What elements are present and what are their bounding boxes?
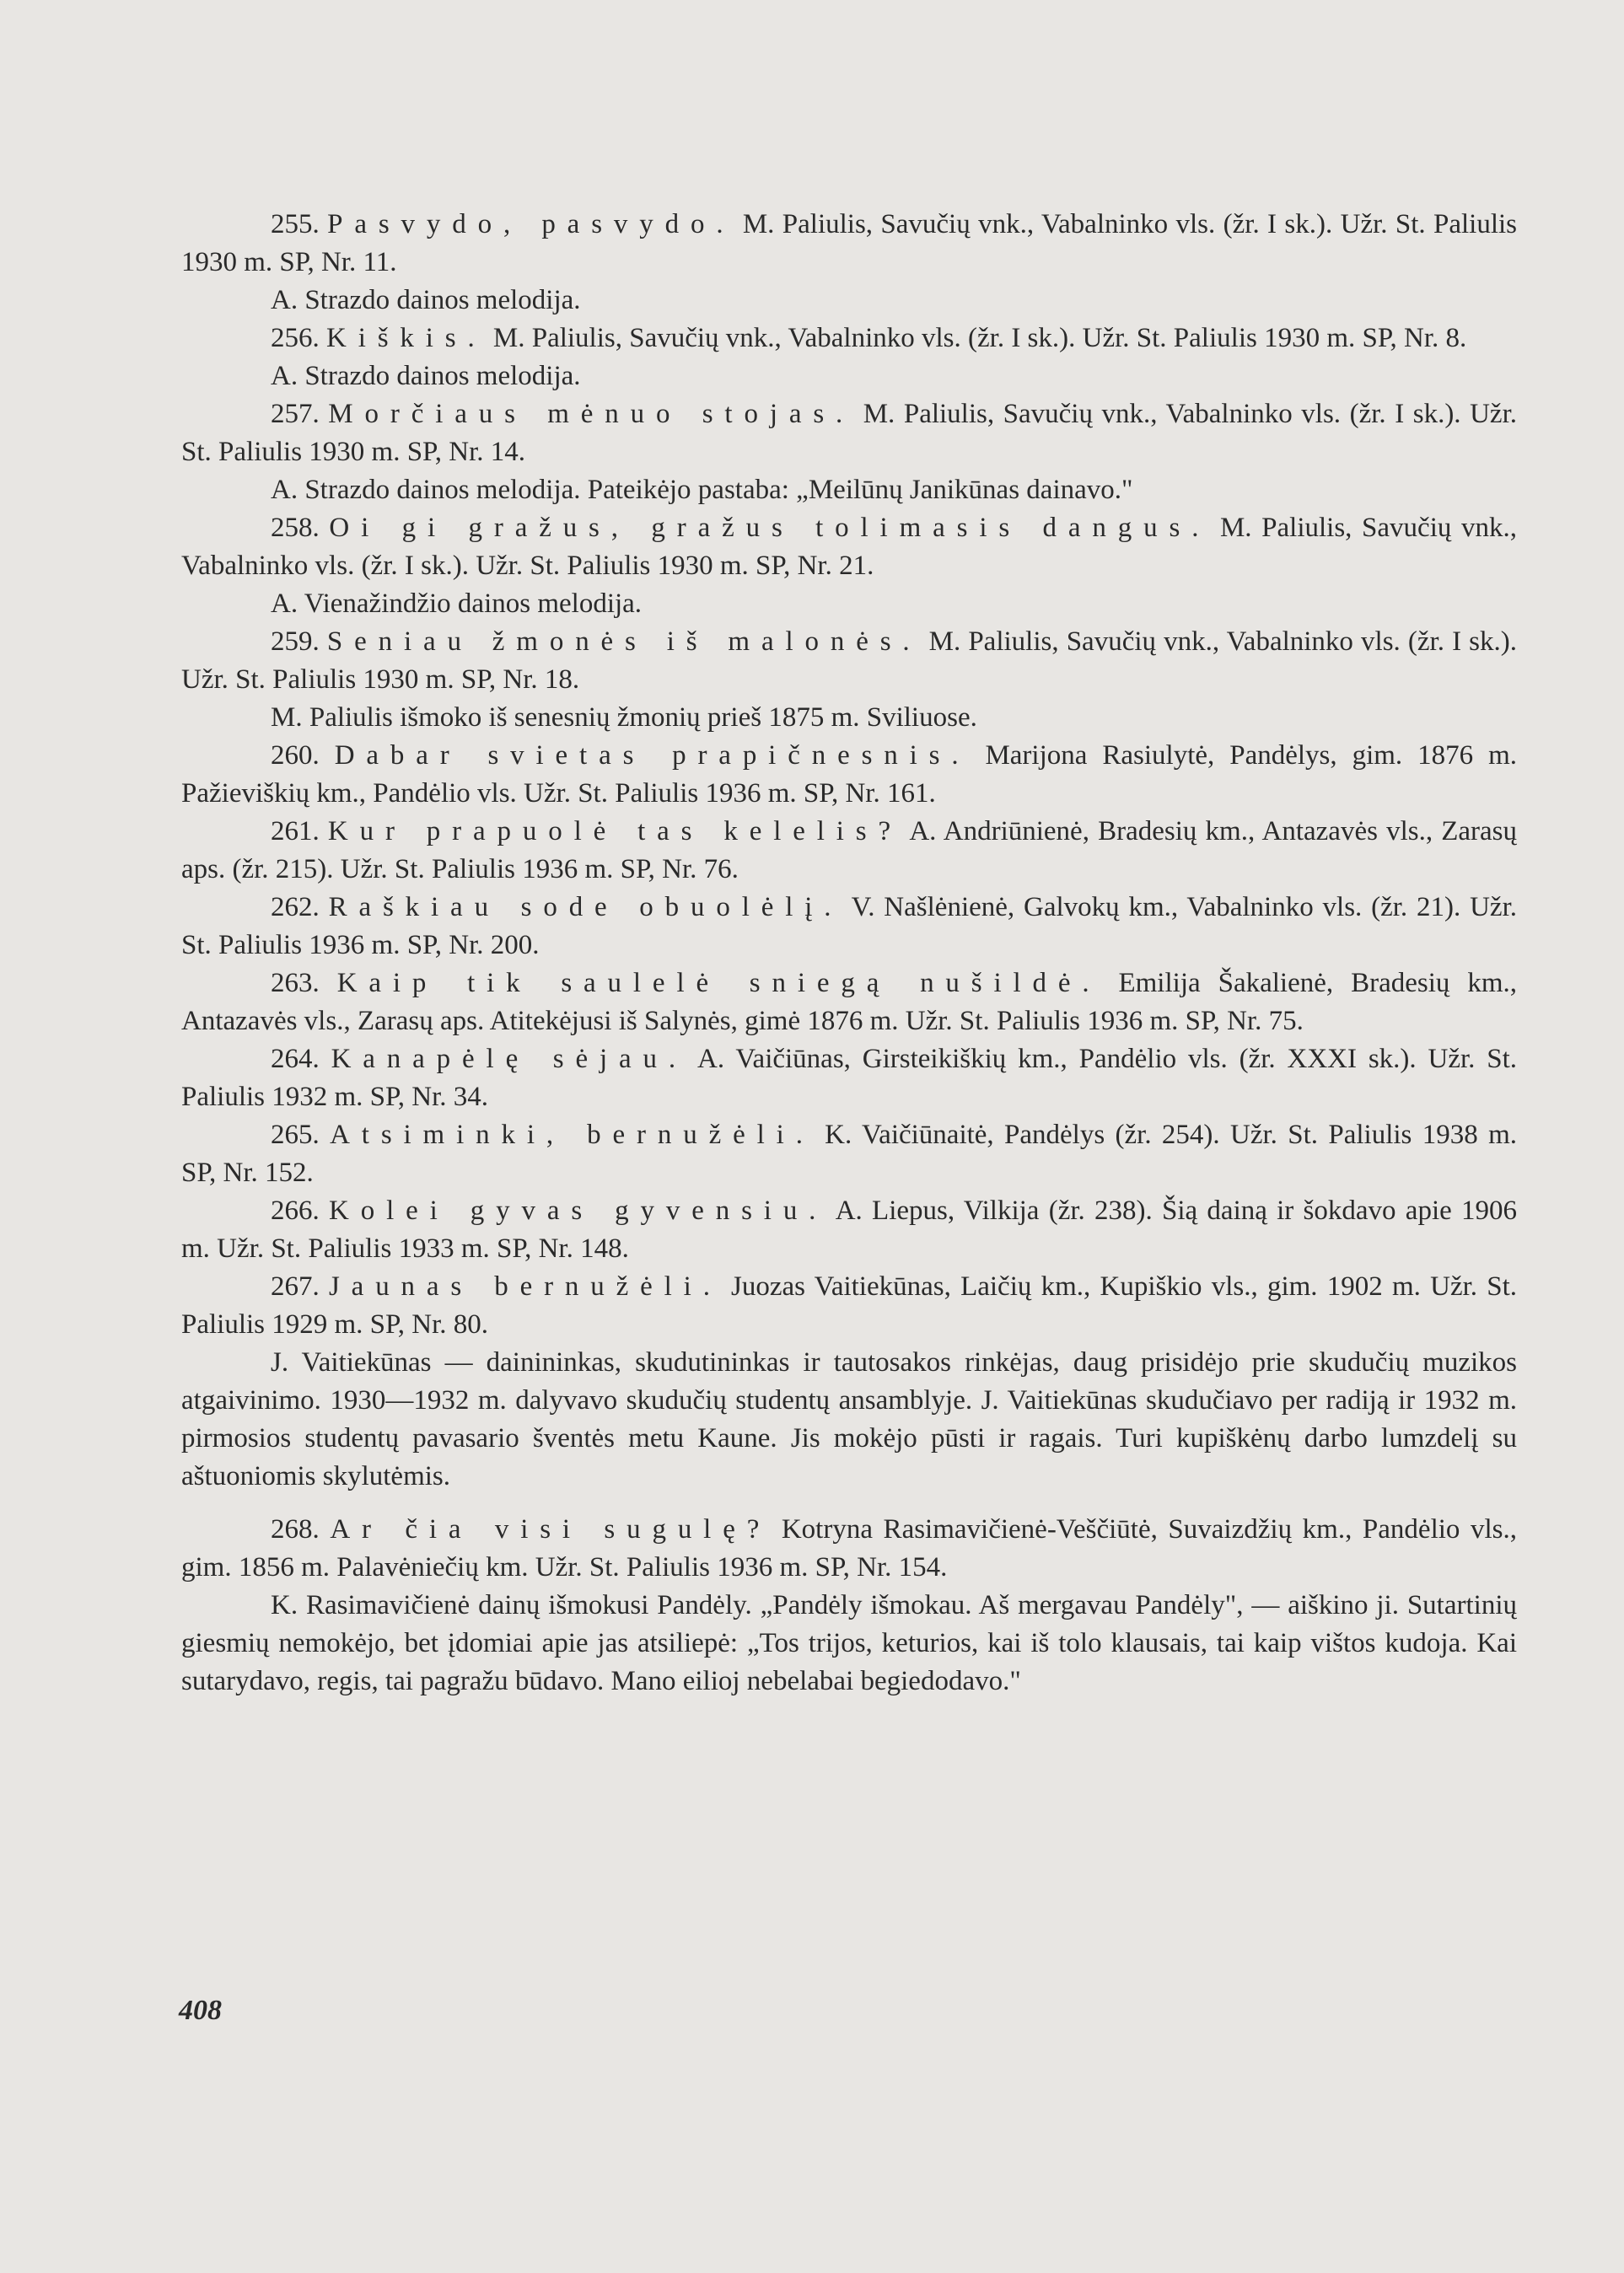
song-entry bbox=[181, 1040, 1517, 1116]
entry-note: A. Strazdo dainos melodija. bbox=[271, 361, 581, 391]
entry-details: M. Paliulis, Savučių vnk., Vabalninko vls. (žr. I sk.). Užr. St. Paliulis 1930 m. SP, Nr. 14. bbox=[181, 399, 1517, 467]
entry-number: 266. bbox=[271, 1196, 320, 1226]
entry-title: Ar čia visi sugulę? bbox=[330, 1514, 772, 1545]
song-entry bbox=[181, 395, 1517, 471]
entry-number: 268. bbox=[271, 1514, 320, 1545]
song-entry bbox=[181, 509, 1517, 585]
entry-title: Oi gi gražus, gražus tolimasis dangus. bbox=[329, 513, 1211, 543]
entry-note: A. Vienažindžio dainos melodija. bbox=[271, 588, 643, 619]
entry-title: Kiškis. bbox=[326, 323, 487, 353]
entry-details: V. Našlėnienė, Galvokų km., Vabalninko vls. (žr. 21). Užr. St. Paliulis 1936 m. SP, Nr. 200. bbox=[181, 892, 1517, 960]
song-entry bbox=[181, 623, 1517, 699]
entry-number: 265. bbox=[271, 1120, 320, 1150]
song-entries bbox=[181, 206, 1517, 1344]
entry-note: M. Paliulis išmoko iš senesnių žmonių prieš 1875 m. Sviliuose. bbox=[271, 702, 977, 733]
page-text bbox=[181, 206, 1517, 1701]
entry-title: Kolei gyvas gyvensiu. bbox=[329, 1196, 828, 1226]
entry-number: 259. bbox=[271, 626, 320, 657]
entry-number: 264. bbox=[271, 1044, 320, 1074]
note-268: K. Rasimavičienė dainų išmokusi Pandėly. „Pandėly išmokau. Aš mergavau Pandėly", — aiškino ji. Sutartinių giesmių nemokėjo, bet įdomiai apie jas atsiliepė: „Tos trijos, keturios, kai iš tolo klausais, tai kaip vištos kudoja. Kai sutarydavo, regis, tai pagražu būdavo. Mano eilioj nebelabai begiedodavo." bbox=[181, 1590, 1517, 1696]
song-entry bbox=[181, 320, 1517, 357]
entry-number: 256. bbox=[271, 323, 320, 353]
entry-title: Kaip tik saulelė sniegą nušildė. bbox=[336, 968, 1101, 998]
entry-number: 267. bbox=[271, 1271, 320, 1302]
entry-title: Morčiaus mėnuo stojas. bbox=[328, 399, 855, 429]
entry-details: A. Liepus, Vilkija (žr. 238). Šią dainą ir šokdavo apie 1906 m. Užr. St. Paliulis 1933 m. SP, Nr. 148. bbox=[181, 1196, 1518, 1264]
entry-note: A. Strazdo dainos melodija. bbox=[271, 285, 581, 315]
entry-details: K. Vaičiūnaitė, Pandėlys (žr. 254). Užr. St. Paliulis 1938 m. SP, Nr. 152. bbox=[181, 1120, 1518, 1188]
song-entry bbox=[181, 1116, 1517, 1192]
entry-title: Kanapėlę sėjau. bbox=[331, 1044, 688, 1074]
entry-title: Pasvydo, pasvydo. bbox=[327, 209, 735, 239]
entry-title: Seniau žmonės iš malonės. bbox=[326, 626, 922, 657]
entry-details: Kotryna Rasimavičienė-Veščiūtė, Suvaizdžių km., Pandėlio vls., gim. 1856 m. Palavėniečių km. Užr. St. Paliulis 1936 m. SP, Nr. 154. bbox=[181, 1514, 1518, 1583]
entry-details: M. Paliulis, Savučių vnk., Vabalninko vls. (žr. I sk.). Užr. St. Paliulis 1930 m. SP, Nr. 8. bbox=[486, 323, 1467, 353]
entry-title: Jaunas bernužėli. bbox=[328, 1271, 722, 1302]
entry-details: A. Vaičiūnas, Girsteikiškių km., Pandėlio vls. (žr. XXXI sk.). Užr. St. Paliulis 1932 m. SP, Nr. 34. bbox=[181, 1044, 1518, 1112]
entry-details: Marijona Rasiulytė, Pandėlys, gim. 1876 m. Pažieviškių km., Pandėlio vls. Užr. St. Paliulis 1936 m. SP, Nr. 161. bbox=[181, 740, 1518, 809]
entry-note: A. Strazdo dainos melodija. Pateikėjo pastaba: „Meilūnų Janikūnas dainavo." bbox=[271, 475, 1133, 505]
note-267: J. Vaitiekūnas — dainininkas, skudutininkas ir tautosakos rinkėjas, daug prisidėjo prie skudučių muzikos atgaivinimo. 1930—1932 m. dalyvavo skudučių studentų ansamblyje. J. Vaitiekūnas skudučiavo per radiją ir 1932 m. pirmosios studentų pavasario šventės metu Kaune. Jis mokėjo pūsti ir ragais. Turi kupiškėnų darbo lumzdelį su aštuoniomis skylutėmis. bbox=[181, 1347, 1517, 1491]
entry-number: 260. bbox=[271, 740, 320, 771]
entry-number: 261. bbox=[271, 816, 320, 846]
song-entry bbox=[181, 889, 1517, 965]
page-number: 408 bbox=[179, 1995, 222, 2026]
entry-details: M. Paliulis, Savučių vnk., Vabalninko vls. (žr. I sk.). Užr. St. Paliulis 1930 m. SP, Nr. 11. bbox=[181, 209, 1518, 277]
song-entry bbox=[181, 737, 1517, 813]
entry-title: Dabar svietas prapičnesnis. bbox=[334, 740, 971, 771]
entry-number: 263. bbox=[271, 968, 320, 998]
entry-number: 262. bbox=[271, 892, 320, 922]
entry-number: 258. bbox=[271, 513, 320, 543]
song-entry bbox=[181, 206, 1517, 282]
entry-details: A. Andriūnienė, Bradesių km., Antazavės vls., Zarasų aps. (žr. 215). Užr. St. Paliulis 1936 m. SP, Nr. 76. bbox=[181, 816, 1518, 884]
entry-details: Juozas Vaitiekūnas, Laičių km., Kupiškio vls., gim. 1902 m. Užr. St. Paliulis 1929 m. SP, Nr. 80. bbox=[181, 1271, 1518, 1340]
song-entry bbox=[181, 965, 1517, 1040]
section-gap bbox=[181, 1496, 1517, 1511]
entry-details: M. Paliulis, Savučių vnk., Vabalninko vls. (žr. I sk.). Užr. St. Paliulis 1930 m. SP, Nr. 21. bbox=[181, 513, 1518, 581]
entry-details: Emilija Šakalienė, Bradesių km., Antazavės vls., Zarasų aps. Atitekėjusi iš Salynės, gimė 1876 m. Užr. St. Paliulis 1936 m. SP, Nr. 75. bbox=[181, 968, 1517, 1036]
song-entry bbox=[181, 1192, 1517, 1268]
entry-title: Kur prapuolė tas kelelis? bbox=[327, 816, 903, 846]
entry-details: M. Paliulis, Savučių vnk., Vabalninko vls. (žr. I sk.). Užr. St. Paliulis 1930 m. SP, Nr. 18. bbox=[181, 626, 1517, 695]
entry-number: 255. bbox=[271, 209, 320, 239]
entry-title: Raškiau sode obuolėlį. bbox=[328, 892, 843, 922]
song-entry bbox=[181, 1268, 1517, 1344]
song-entry bbox=[181, 813, 1517, 889]
entry-number: 257. bbox=[271, 399, 320, 429]
entry-title: Atsiminki, bernužėli. bbox=[330, 1120, 815, 1150]
entry-268 bbox=[181, 1511, 1517, 1587]
